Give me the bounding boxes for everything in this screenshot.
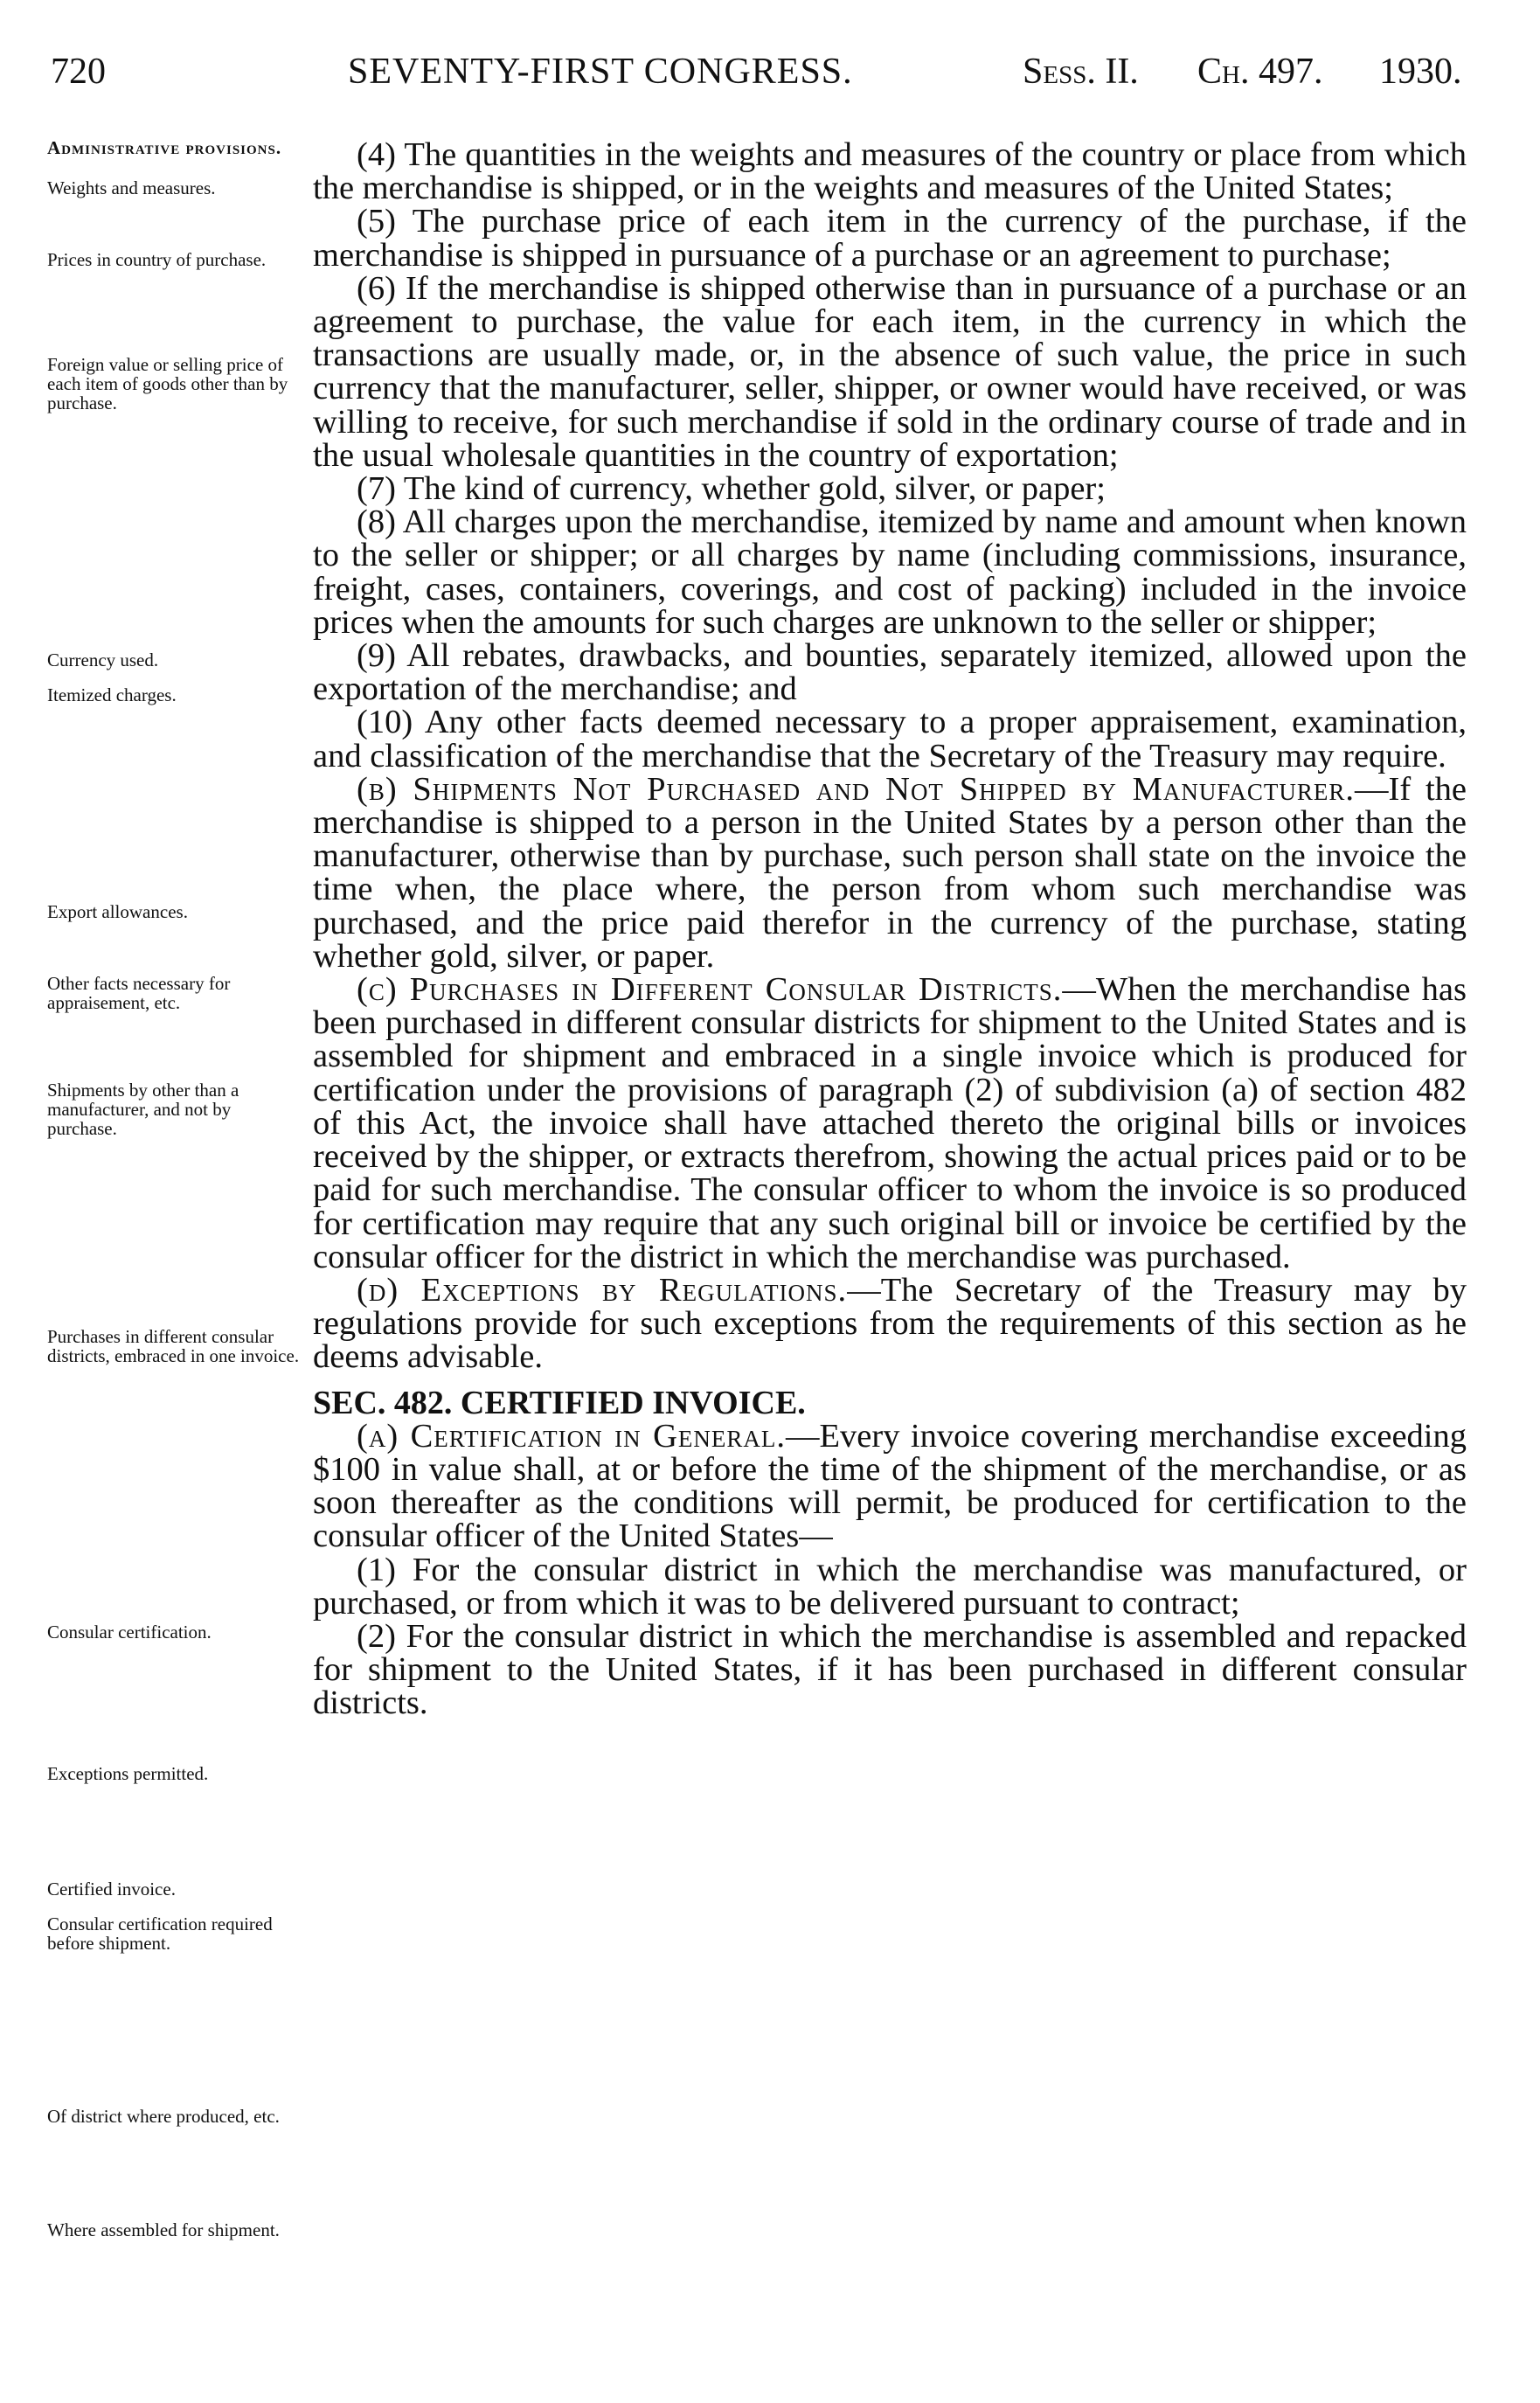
header-session: Sess. II. (1023, 52, 1139, 92)
paragraph-7: (7) The kind of currency, whether gold, silver, or paper; (357, 470, 1106, 508)
margin-note: Administrative provisions. (47, 137, 282, 158)
paragraph-a2: (2) For the consular district in which the merchandise is assembled and repacked for shipment to the United States, if it has been purchased in different consular districts. (313, 1617, 1467, 1722)
section-heading: SEC. 482. CERTIFIED INVOICE. (313, 1384, 806, 1421)
paragraph-8: (8) All charges upon the merchandise, itemized by name and amount when known to the seller or shipper; or all charges by name (including commissions, insurance, freight, cases, containers, coverings, and cost of packing) included in the invoice prices when the amounts for such charges are unknown to the seller or shipper; (313, 504, 1467, 641)
statute-text (313, 138, 1467, 1720)
subsection-c-text: —When the merchandise has been purchased in different consular districts for shipment to the United States and is assembled for shipment and embraced in a single invoice which is produced for certification under the provisions of paragraph (2) of subdivision (a) of section 482 of this Act, the invoice shall have attached thereto the original bills or invoices received by the shipper, or extracts therefrom, showing the actual prices paid or to be paid for such merchandise. The consular officer to whom the invoice is so produced for certification may require that any such original bill or invoice be certified by the consular officer for the district in which the merchandise was purchased. (313, 971, 1467, 1275)
subsection-b (313, 770, 1467, 975)
margin-note: Where assembled for shipment. (47, 2219, 280, 2240)
paragraph-4: (4) The quantities in the weights and measures of the country or place from which the merchandise is shipped, or in the weights and measures of the United States; (313, 136, 1467, 207)
subsection-d-heading: (d) Exceptions by Regulations. (357, 1271, 848, 1309)
subsection-a-heading: (a) Certification in General. (357, 1417, 787, 1455)
subsection-b-text: —If the merchandise is shipped to a person in the United States by a person other than the manufacturer, otherwise than by purchase, such person shall state on the invoice the time when, the place where, the person from whom such merchandise was purchased, and the price paid therefor in the currency of the purchase, stating whether gold, silver, or paper. (313, 770, 1467, 975)
header-title: SEVENTY-FIRST CONGRESS. (348, 52, 853, 92)
margin-note: Consular certification. (47, 1622, 212, 1643)
header-year: 1930. (1379, 52, 1462, 92)
running-header (51, 45, 1467, 98)
paragraph-5: (5) The purchase price of each item in the currency of the purchase, if the merchandise is shipped in pursuance of a purchase or an agreement to purchase; (313, 203, 1467, 274)
subsection-d (313, 1271, 1467, 1376)
margin-note: Exceptions permitted. (47, 1763, 209, 1784)
margin-note: Foreign value or selling price of each item of goods other than by purchase. (47, 354, 288, 413)
subsection-a-text: —Every invoice covering merchandise exceeding $100 in value shall, at or before the time of the shipment of the merchandise, or as soon thereafter as the conditions will permit, be produced for certification to the consular officer of the United States— (313, 1417, 1467, 1555)
margin-note: Currency used. (47, 649, 159, 670)
paragraph-a1: (1) For the consular district in which the merchandise was manufactured, or purchased, or from which it was to be delivered pursuant to contract; (313, 1551, 1467, 1622)
margin-note: Of district where produced, etc. (47, 2106, 280, 2127)
margin-note: Consular certification required before shipment. (47, 1913, 273, 1954)
margin-note: Certified invoice. (47, 1879, 176, 1899)
margin-note: Shipments by other than a manufacturer, and not by purchase. (47, 1080, 239, 1139)
margin-note: Export allowances. (47, 901, 188, 922)
margin-note: Weights and measures. (47, 177, 216, 198)
subsection-a (313, 1417, 1467, 1555)
paragraph-6: (6) If the merchandise is shipped otherwise than in pursuance of a purchase or an agreement to purchase, the value for each item, in the currency in which the transactions are usually made, or, in the absence of such value, the price in such currency that the manufacturer, seller, shipper, or owner would have received, or was willing to receive, for such merchandise if sold in the ordinary course of trade and in the usual wholesale quantities in the country of exportation; (313, 269, 1467, 474)
subsection-b-heading: (b) Shipments Not Purchased and Not Shipped by Manufacturer. (357, 770, 1356, 808)
margin-note: Other facts necessary for appraisement, etc. (47, 973, 231, 1013)
subsection-d-text: —The Secretary of the Treasury may by regulations provide for such exceptions from the requirements of this section as he deems advisable. (313, 1271, 1467, 1376)
margin-note: Purchases in different consular districts, embraced in one invoice. (47, 1326, 300, 1366)
page-number: 720 (51, 52, 106, 92)
margin-note: Itemized charges. (47, 684, 177, 705)
paragraph-10: (10) Any other facts deemed necessary to a proper appraisement, examination, and classification of the merchandise that the Secretary of the Treasury may require. (313, 704, 1467, 774)
subsection-c-heading: (c) Purchases in Different Consular Districts. (357, 971, 1063, 1009)
paragraph-9: (9) All rebates, drawbacks, and bounties, separately itemized, allowed upon the exportation of the merchandise; and (313, 637, 1467, 708)
header-chapter: Ch. 497. (1197, 52, 1323, 92)
subsection-c (313, 973, 1467, 1274)
margin-note: Prices in country of purchase. (47, 249, 267, 270)
